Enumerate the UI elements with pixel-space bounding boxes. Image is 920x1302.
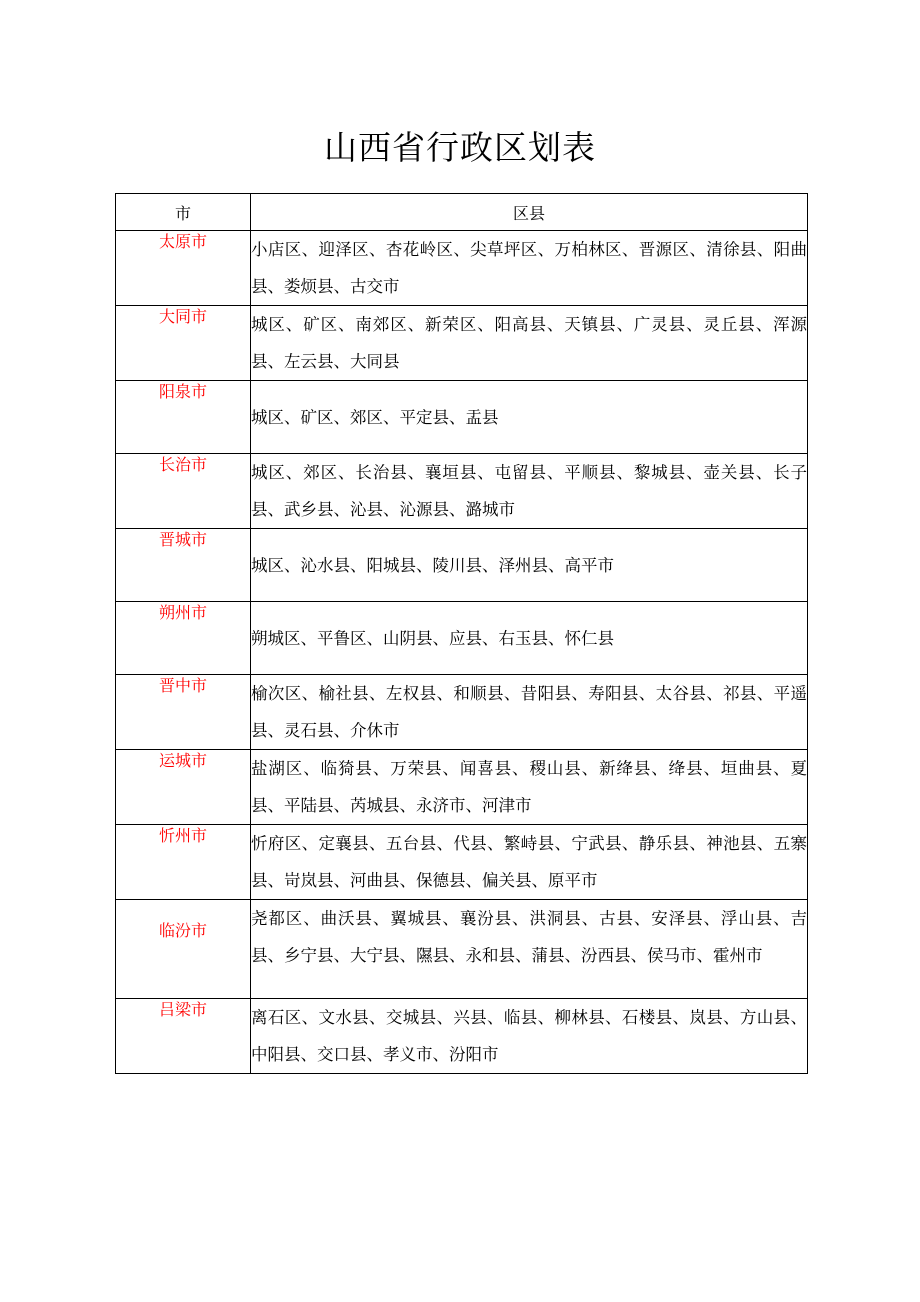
districts-cell: 朔城区、平鲁区、山阴县、应县、右玉县、怀仁县 [251,602,808,675]
districts-cell: 城区、郊区、长治县、襄垣县、屯留县、平顺县、黎城县、壶关县、长子县、武乡县、沁县、沁源县、潞城市 [251,454,808,529]
city-cell: 晋城市 [116,529,251,602]
table-row [116,381,808,454]
districts-cell: 盐湖区、临猗县、万荣县、闻喜县、稷山县、新绛县、绛县、垣曲县、夏县、平陆县、芮城县、永济市、河津市 [251,750,808,825]
city-cell: 太原市 [116,231,251,306]
header-districts: 区县 [251,194,808,231]
city-cell: 阳泉市 [116,381,251,454]
page-title: 山西省行政区划表 [324,128,596,167]
districts-cell: 尧都区、曲沃县、翼城县、襄汾县、洪洞县、古县、安泽县、浮山县、吉县、乡宁县、大宁县、隰县、永和县、蒲县、汾西县、侯马市、霍州市 [251,900,808,999]
table-row [116,306,808,381]
table-row [116,825,808,900]
table-row [116,675,808,750]
city-cell: 大同市 [116,306,251,381]
city-cell: 朔州市 [116,602,251,675]
table-row [116,602,808,675]
districts-cell: 城区、沁水县、阳城县、陵川县、泽州县、高平市 [251,529,808,602]
header-city: 市 [116,194,251,231]
table-row [116,999,808,1074]
header-row [116,194,808,231]
city-cell: 临汾市 [116,900,251,999]
table-row [116,454,808,529]
city-cell: 长治市 [116,454,251,529]
table-row [116,231,808,306]
table-row [116,750,808,825]
districts-cell: 榆次区、榆社县、左权县、和顺县、昔阳县、寿阳县、太谷县、祁县、平遥县、灵石县、介休市 [251,675,808,750]
table-row [116,529,808,602]
districts-cell: 忻府区、定襄县、五台县、代县、繁峙县、宁武县、静乐县、神池县、五寨县、岢岚县、河曲县、保德县、偏关县、原平市 [251,825,808,900]
city-cell: 晋中市 [116,675,251,750]
districts-cell: 城区、矿区、南郊区、新荣区、阳高县、天镇县、广灵县、灵丘县、浑源县、左云县、大同县 [251,306,808,381]
division-table [115,193,808,1074]
districts-cell: 离石区、文水县、交城县、兴县、临县、柳林县、石楼县、岚县、方山县、中阳县、交口县、孝义市、汾阳市 [251,999,808,1074]
city-cell: 吕梁市 [116,999,251,1074]
districts-cell: 城区、矿区、郊区、平定县、盂县 [251,381,808,454]
city-cell: 运城市 [116,750,251,825]
districts-cell: 小店区、迎泽区、杏花岭区、尖草坪区、万柏林区、晋源区、清徐县、阳曲县、娄烦县、古交市 [251,231,808,306]
table-row [116,900,808,999]
city-cell: 忻州市 [116,825,251,900]
